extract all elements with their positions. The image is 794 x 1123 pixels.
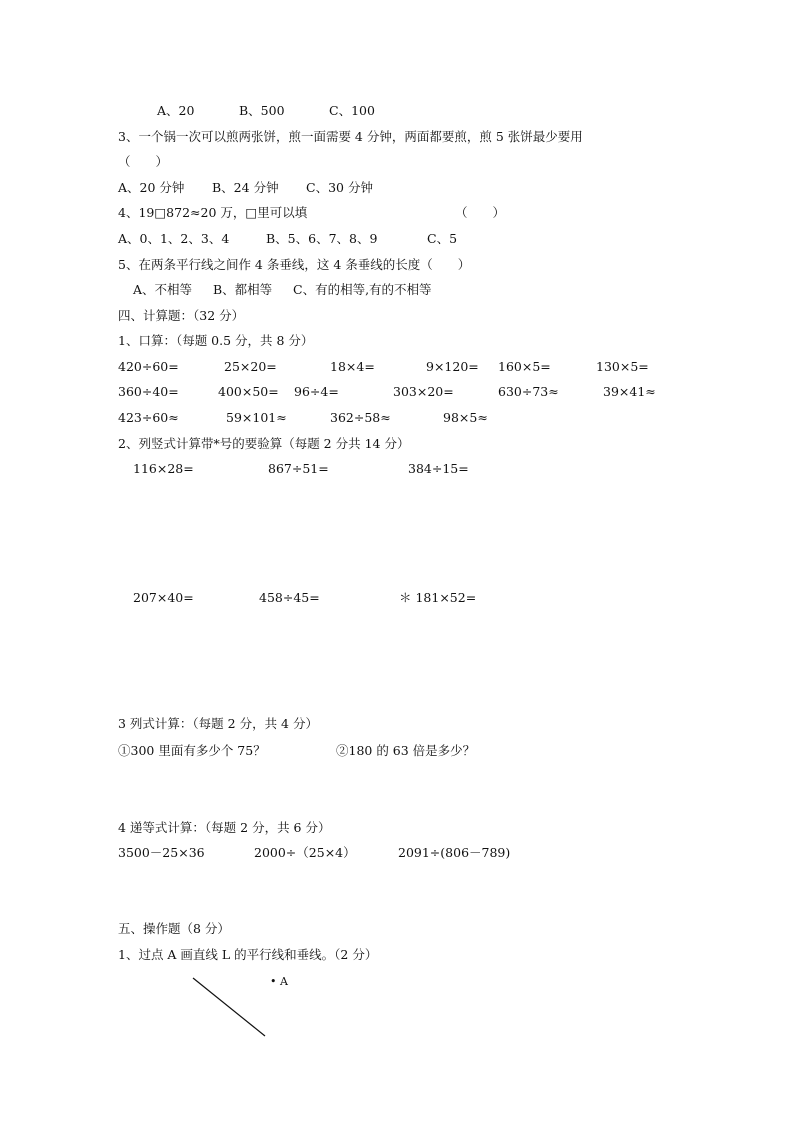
- q4-option-b: B、5、6、7、8、9: [266, 231, 378, 246]
- vertical-item: ＊ 181×52=: [399, 590, 477, 605]
- vertical-item: 458÷45=: [259, 590, 320, 605]
- q4-text: 4、19□872≈20 万，□里可以填: [118, 205, 308, 220]
- q5-option-a: A、不相等: [133, 282, 193, 297]
- q5-text: 5、在两条平行线之间作 4 条垂线，这 4 条垂线的长度（ ）: [118, 257, 471, 272]
- q4-blank: （ ）: [455, 205, 506, 220]
- stepwise-item: 2000÷（25×4）: [254, 845, 356, 860]
- oral-item: 362÷58≈: [330, 410, 391, 425]
- oral-item: 160×5=: [498, 359, 551, 374]
- expr-calc-title: 3 列式计算：（每题 2 分，共 4 分）: [118, 716, 318, 731]
- q3-blank: （ ）: [118, 154, 169, 169]
- q3-text: 3、一个锅一次可以煎两张饼，煎一面需要 4 分钟，两面都要煎，煎 5 张饼最少要用: [118, 129, 583, 144]
- vertical-item: 207×40=: [133, 590, 194, 605]
- oral-item: 303×20=: [393, 384, 454, 399]
- oral-item: 9×120=: [426, 359, 479, 374]
- q5-option-c: C、有的相等,有的不相等: [293, 282, 432, 297]
- oral-item: 18×4=: [330, 359, 375, 374]
- stepwise-item: 3500－25×36: [118, 845, 205, 860]
- stepwise-item: 2091÷(806－789): [398, 845, 511, 860]
- stepwise-calc-title: 4 递等式计算：（每题 2 分，共 6 分）: [118, 820, 331, 835]
- vertical-item: 384÷15=: [408, 461, 469, 476]
- vertical-item: 116×28=: [133, 461, 194, 476]
- oral-item: 98×5≈: [443, 410, 488, 425]
- oral-item: 423÷60≈: [118, 410, 179, 425]
- oral-item: 25×20=: [224, 359, 277, 374]
- q4-option-c: C、5: [427, 231, 458, 246]
- operation-question-1: 1、过点 A 画直线 L 的平行线和垂线。（2 分）: [118, 947, 378, 962]
- section4-title: 四、计算题：（32 分）: [118, 308, 245, 323]
- oral-item: 400×50=: [218, 384, 279, 399]
- q3-option-a: A、20 分钟: [118, 180, 185, 195]
- q3-option-b: B、24 分钟: [212, 180, 279, 195]
- q2-option-c: C、100: [329, 103, 375, 118]
- oral-calc-title: 1、口算：（每题 0.5 分，共 8 分）: [118, 333, 314, 348]
- q2-option-b: B、500: [239, 103, 285, 118]
- oral-item: 630÷73≈: [498, 384, 559, 399]
- line-l: [193, 978, 265, 1036]
- vertical-calc-title: 2、列竖式计算带*号的要验算（每题 2 分共 14 分）: [118, 436, 410, 451]
- oral-item: 59×101≈: [226, 410, 287, 425]
- oral-item: 360÷40=: [118, 384, 179, 399]
- q5-option-b: B、都相等: [213, 282, 273, 297]
- expr-question-2: ②180 的 63 倍是多少？: [336, 743, 476, 758]
- oral-item: 420÷60=: [118, 359, 179, 374]
- q4-option-a: A、0、1、2、3、4: [118, 231, 230, 246]
- oral-item: 130×5=: [596, 359, 649, 374]
- oral-item: 96÷4=: [294, 384, 339, 399]
- section5-title: 五、操作题（8 分）: [118, 921, 230, 936]
- vertical-item: 867÷51=: [268, 461, 329, 476]
- q3-option-c: C、30 分钟: [306, 180, 373, 195]
- expr-question-1: ①300 里面有多少个 75？: [118, 743, 266, 758]
- q2-option-a: A、20: [157, 103, 195, 118]
- point-a-label: • A: [270, 975, 288, 988]
- oral-item: 39×41≈: [603, 384, 656, 399]
